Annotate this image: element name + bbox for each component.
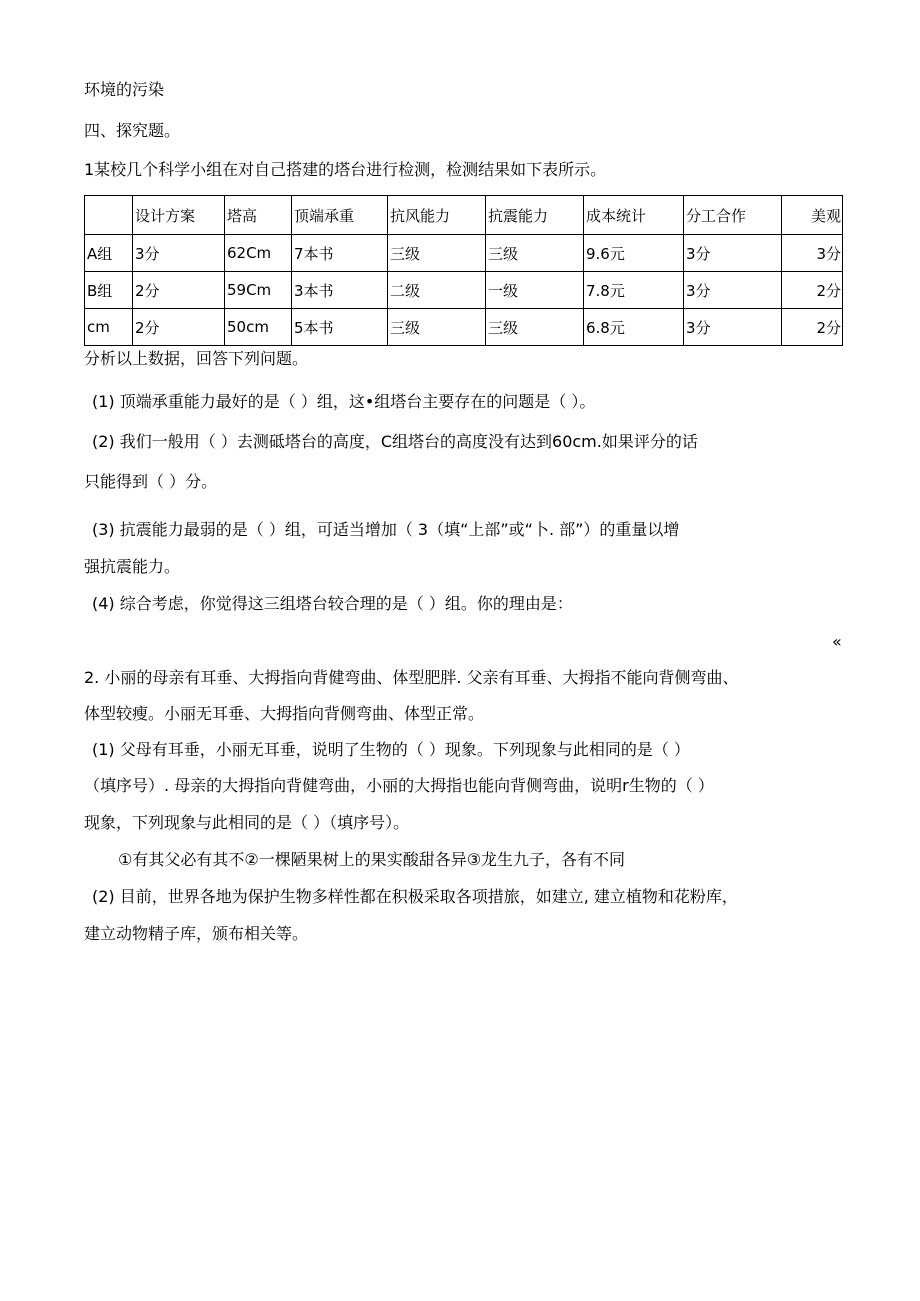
table-cell: 三级	[486, 309, 584, 346]
answer-options: ①有其父必有其不②一棵陋果树上的果实酸甜各异③龙生九子，各有不同	[118, 850, 626, 869]
table-cell: 6.8元	[584, 309, 684, 346]
table-cell: 7.8元	[584, 272, 684, 309]
table-header-row	[85, 196, 843, 235]
table-cell: 三级	[388, 309, 486, 346]
tower-test-table	[84, 195, 843, 346]
sub-question-2: (2) 我们一般用（ ）去测砥塔台的高度，C组塔台的高度没有达到60cm.如果评分的话	[92, 432, 698, 451]
table-header-cell: 抗震能力	[486, 196, 584, 235]
q2-sub-question-1-end: 现象，下列现象与此相同的是（ ）（填序号）。	[84, 813, 410, 832]
table-cell: 三级	[388, 235, 486, 272]
table-cell: 3分	[684, 235, 782, 272]
table-cell: 二级	[388, 272, 486, 309]
q2-sub-question-1-continued: （填序号）. 母亲的大拇指向背健弯曲，小丽的大拇指也能向背侧弯曲，说明r生物的（ ）	[84, 776, 714, 795]
table-cell: cm	[85, 309, 133, 346]
table-cell: 62Cm	[225, 235, 292, 272]
table-cell: B组	[85, 272, 133, 309]
table-cell: 3本书	[292, 272, 388, 309]
table-cell: 9.6元	[584, 235, 684, 272]
table-cell: 3分	[782, 235, 843, 272]
sub-question-4: (4) 综合考虑，你觉得这三组塔台较合理的是（ ）组。你的理由是：	[92, 594, 573, 613]
table-header-cell: 抗风能力	[388, 196, 486, 235]
question-1-intro: 1某校几个科学小组在对自己搭建的塔台进行检测，检测结果如下表所示。	[84, 160, 607, 179]
table-cell: 2分	[782, 309, 843, 346]
table-header-cell	[85, 196, 133, 235]
table-cell: 2分	[782, 272, 843, 309]
margin-mark: «	[832, 632, 842, 651]
table-header-cell: 塔高	[225, 196, 292, 235]
table-cell: 7本书	[292, 235, 388, 272]
table-cell: 50cm	[225, 309, 292, 346]
table-cell: 3分	[133, 235, 225, 272]
table-cell: 5本书	[292, 309, 388, 346]
table-cell: 2分	[133, 272, 225, 309]
question-2-intro-continued: 体型较瘦。小丽无耳垂、大拇指向背侧弯曲、体型正常。	[84, 704, 485, 723]
table-cell: 一级	[486, 272, 584, 309]
table-header-cell: 设计方案	[133, 196, 225, 235]
text-line-pollution: 环境的污染	[84, 80, 165, 99]
table-cell: 3分	[684, 309, 782, 346]
table-row	[85, 272, 843, 309]
table-cell: 59Cm	[225, 272, 292, 309]
table-cell: 三级	[486, 235, 584, 272]
table-row	[85, 309, 843, 346]
table-cell: A组	[85, 235, 133, 272]
q2-sub-question-1: (1) 父母有耳垂，小丽无耳垂，说明了生物的（ ）现象。下列现象与此相同的是（ ）	[92, 740, 690, 759]
table-cell: 2分	[133, 309, 225, 346]
table-analysis-prompt: 分析以上数据，回答下列问题。	[84, 349, 309, 368]
q2-sub-question-2: (2) 目前，世界各地为保护生物多样性都在积极采取各项措旅，如建立, 建立植物和花粉库，	[92, 887, 738, 906]
table-header-cell: 成本统计	[584, 196, 684, 235]
table-header-cell: 分工合作	[684, 196, 782, 235]
sub-question-3: (3) 抗震能力最弱的是（ ）组，可适当增加（ 3（填“上部”或“卜. 部”）的重量以增	[92, 520, 680, 539]
sub-question-3-continued: 强抗震能力。	[84, 557, 181, 576]
question-2-intro: 2. 小丽的母亲有耳垂、大拇指向背健弯曲、体型肥胖. 父亲有耳垂、大拇指不能向背侧弯曲、	[84, 668, 739, 687]
sub-question-2-continued: 只能得到（ ）分。	[84, 472, 218, 491]
table-cell: 3分	[684, 272, 782, 309]
table-header-cell: 美观	[782, 196, 843, 235]
table-header-cell: 顶端承重	[292, 196, 388, 235]
section-heading: 四、探究题。	[84, 121, 181, 140]
table-row	[85, 235, 843, 272]
q2-sub-question-2-continued: 建立动物精子库，颁布相关等。	[84, 924, 309, 943]
sub-question-1: (1) 顶端承重能力最好的是（ ）组，这•组塔台主要存在的问题是（ ）。	[92, 392, 596, 411]
